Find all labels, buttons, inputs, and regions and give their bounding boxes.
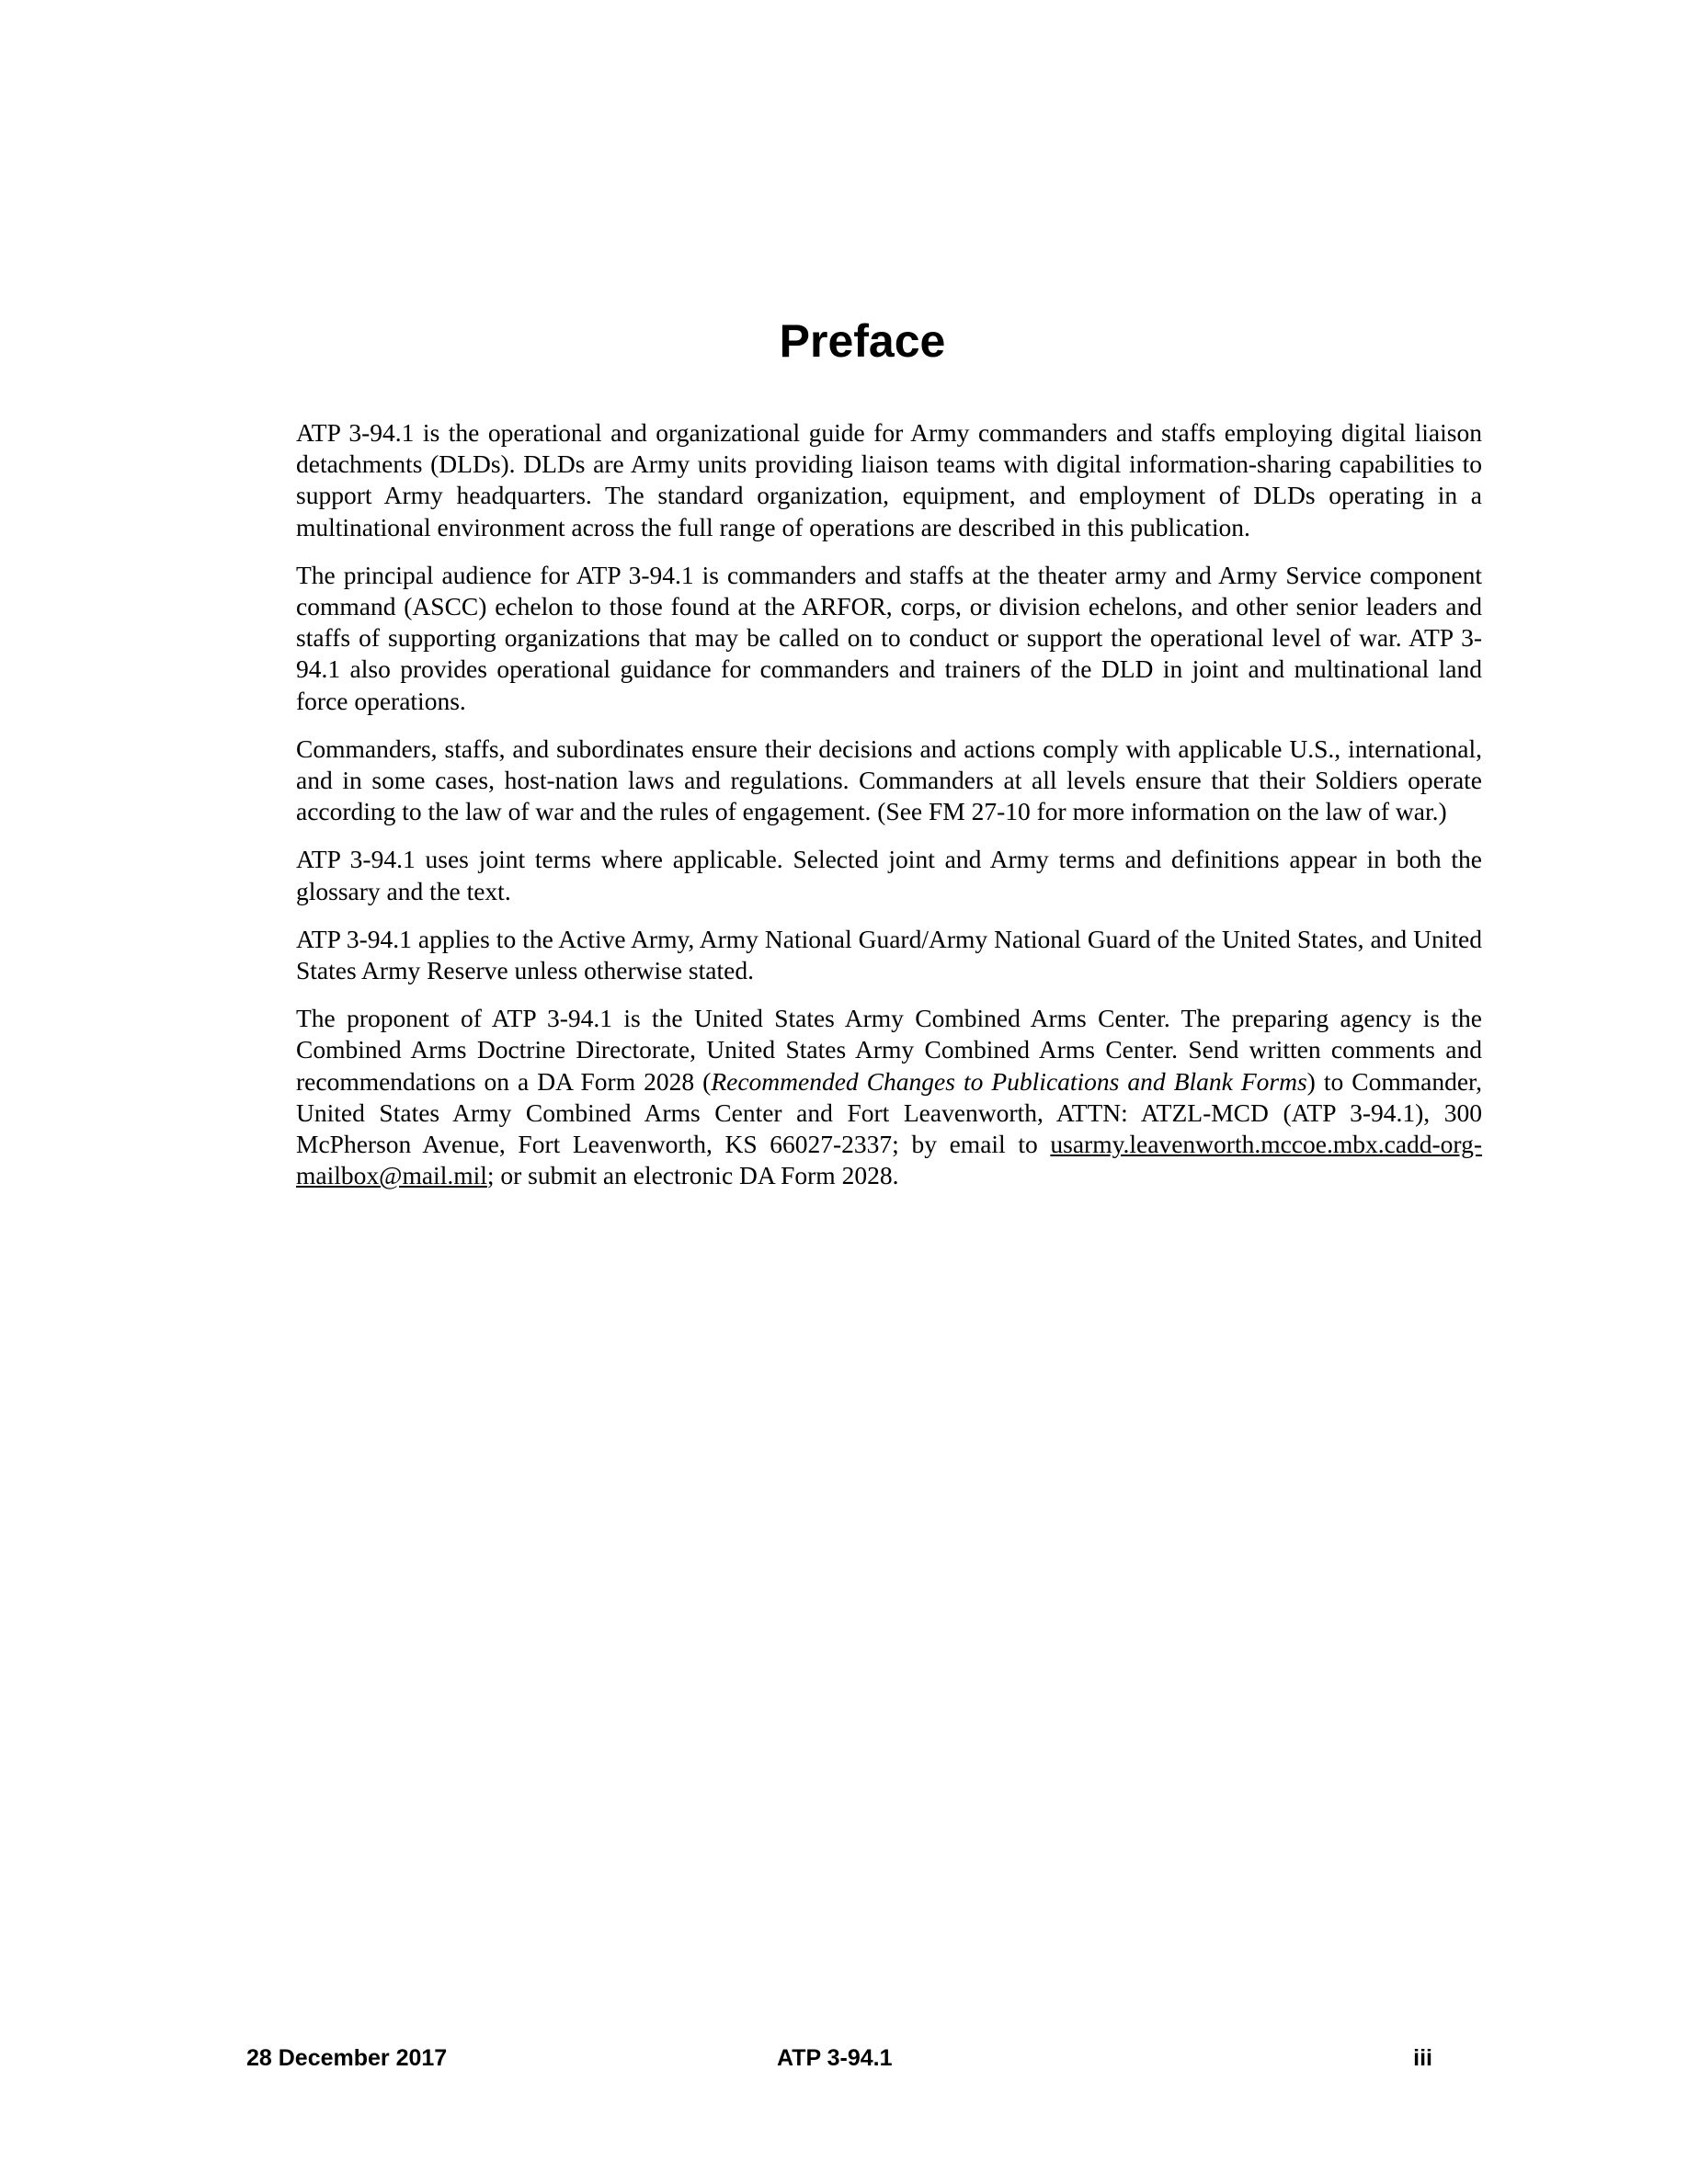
paragraph-proponent (296, 1003, 1482, 1191)
page-footer (246, 2042, 1432, 2074)
footer-date: 28 December 2017 (246, 2045, 448, 2071)
form-title: Recommended Changes to Publications and Blank Forms (711, 1066, 1307, 1096)
email-link[interactable]: usarmy.leavenworth.mccoe.mbx.cadd-org-mailbox@mail.mil (296, 1130, 1482, 1190)
paragraph-purpose: ATP 3-94.1 is the operational and organizational guide for Army commanders and staffs employing digital liaison detachments (DLDs). DLDs are Army units providing liaison teams with digital information-sharing capabilities to support Army headquarters. The standard organization, equipment, and employment of DLDs operating in a multinational environment across the full range of operations are described in this publication. (296, 418, 1482, 541)
proponent-text-1: The proponent of ATP 3-94.1 is the United States Army Combined Arms Center. The preparing agency is the Combined Arms Doctrine Directorate, United States Army Combined Arms Center. Send written comments and recommendations on a DA Form 2028 ( (296, 1004, 1482, 1096)
preface-body (296, 417, 1482, 1208)
proponent-text-2: ) to Commander, United States Army Combined Arms Center and Fort Leavenworth, ATTN: ATZL-MCD (ATP 3-94.1), 300 McPherson Avenue, Fort Leavenworth, KS 66027-2337; by email to (296, 1066, 1482, 1159)
footer-doc-id: ATP 3-94.1 (777, 2045, 893, 2071)
footer-page-number: iii (1413, 2045, 1432, 2071)
paragraph-applicability: ATP 3-94.1 applies to the Active Army, Army National Guard/Army National Guard of the United States, and United States Army Reserve unless otherwise stated. (296, 924, 1482, 985)
paragraph-law-compliance: Commanders, staffs, and subordinates ensure their decisions and actions comply with applicable U.S., international, and in some cases, host-nation laws and regulations. Commanders at all levels ensure that their Soldiers operate according to the law of war and the rules of engagement. (See FM 27-10 for more information on the law of war.) (296, 734, 1482, 826)
paragraph-terms: ATP 3-94.1 uses joint terms where applicable. Selected joint and Army terms and definitions appear in both the glossary and the text. (296, 845, 1482, 905)
page-title: Preface (779, 315, 946, 367)
paragraph-audience: The principal audience for ATP 3-94.1 is commanders and staffs at the theater army and Army Service component command (ASCC) echelon to those found at the ARFOR, corps, or division echelons, and other senior leaders and staffs of supporting organizations that may be called on to conduct or support the operational level of war. ATP 3-94.1 also provides operational guidance for commanders and trainers of the DLD in joint and multinational land force operations. (296, 560, 1482, 715)
proponent-text-3: ; or submit an electronic DA Form 2028. (486, 1161, 899, 1190)
